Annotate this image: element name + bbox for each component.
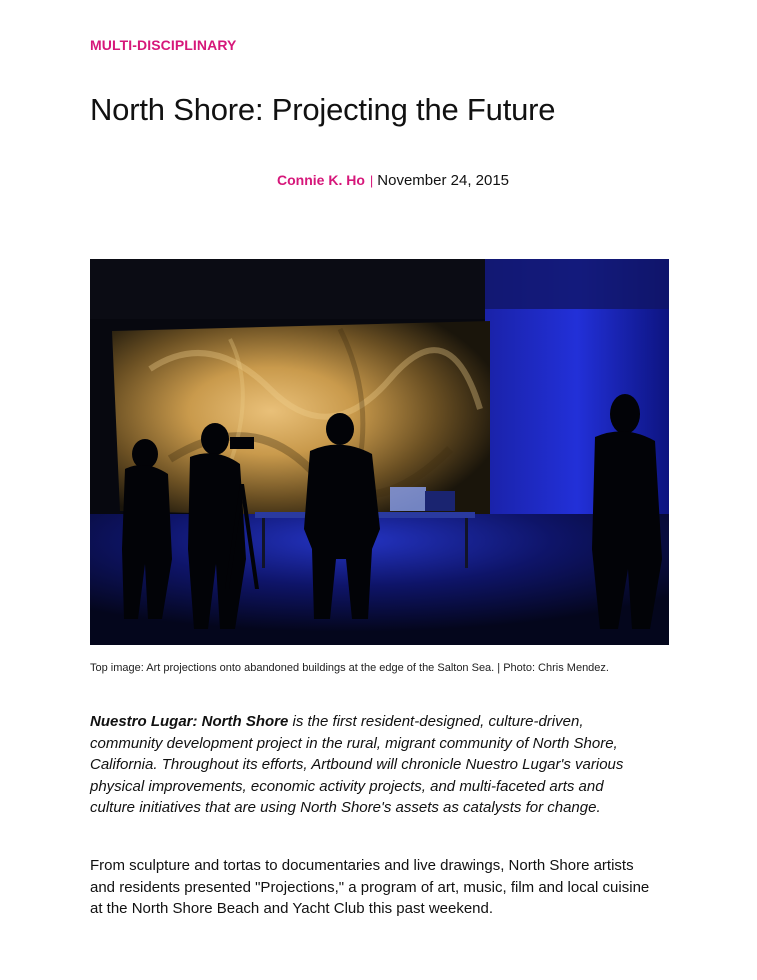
body-paragraph: From sculpture and tortas to documentaries and live drawings, North Shore artists and residents presented "Projections," a program of art, music, film and local cuisine at the North Shore Beach and Yacht Club this past weekend.	[90, 857, 650, 917]
publish-date: November 24, 2015	[377, 172, 510, 189]
hero-photo	[90, 259, 669, 645]
author-link[interactable]: Connie K. Ho	[277, 172, 365, 188]
image-caption: Top image: Art projections onto abandoned buildings at the edge of the Salton Sea. | Photo: Chris Mendez.	[90, 662, 609, 674]
byline-separator: |	[369, 173, 374, 188]
category-label[interactable]: MULTI-DISCIPLINARY	[90, 37, 237, 53]
hero-photo-graphic	[90, 259, 669, 645]
intro-paragraph	[90, 711, 650, 819]
article-title: North Shore: Projecting the Future	[90, 92, 556, 127]
intro-paragraph-text: is the first resident-designed, culture-driven, community development project in the rural, migrant community of North Shore, California. Throughout its efforts, Artbound will chronicle Nuestro Lugar's various physical improvements, economic activity projects, and multi-faceted arts and culture initiatives that are using North Shore's assets as catalysts for change.	[90, 713, 624, 816]
project-name: Nuestro Lugar: North Shore	[90, 713, 289, 730]
byline	[277, 172, 509, 189]
